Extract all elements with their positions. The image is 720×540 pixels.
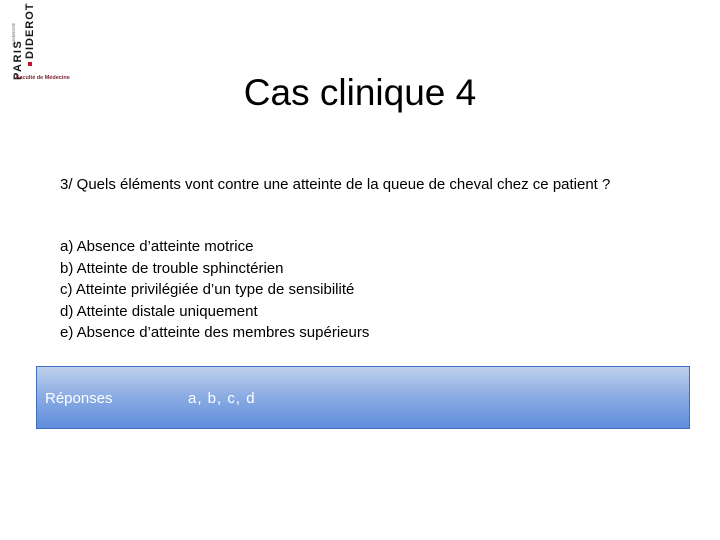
logo-diderot-text: DIDEROT [24, 2, 36, 59]
university-logo [2, 0, 80, 90]
option-e: e) Absence d’atteinte des membres supérieurs [60, 324, 370, 342]
question-text: 3/ Quels éléments vont contre une atteinte de la queue de cheval chez ce patient ? [60, 176, 611, 193]
answer-box [36, 366, 690, 429]
slide-title: Cas clinique 4 [243, 71, 477, 113]
option-b: b) Atteinte de trouble sphinctérien [60, 259, 284, 277]
logo-paris-text: PARIS [12, 39, 24, 80]
logo-university-text: UNIVERSITÉ [11, 22, 16, 47]
logo-accent-bar [28, 62, 32, 66]
option-c: c) Atteinte privilégiée d’un type de sensibilité [60, 281, 355, 299]
paris-diderot-logo [2, 0, 80, 90]
logo-faculty-text: Faculté de Médecine [16, 75, 70, 81]
answer-label: Réponses [45, 390, 113, 407]
option-d: d) Atteinte distale uniquement [60, 302, 258, 320]
option-a: a) Absence d’atteinte motrice [60, 238, 254, 255]
answer-value: a, b, c, d [188, 390, 256, 407]
answer-options-list [60, 236, 700, 344]
